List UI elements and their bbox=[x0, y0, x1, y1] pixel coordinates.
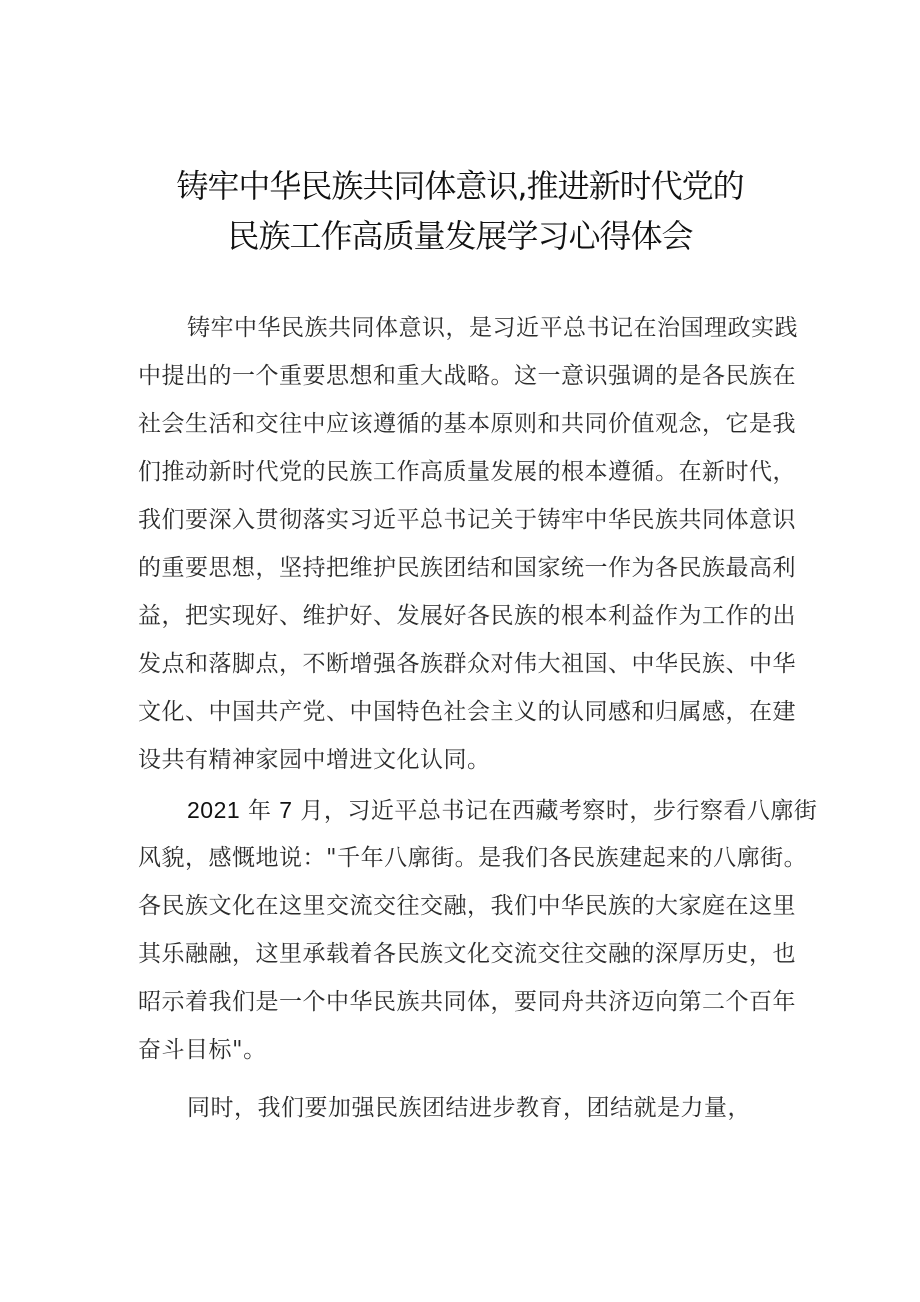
year-unit: 年 bbox=[240, 798, 280, 824]
paragraph-2-line: 其乐融融，这里承载着各民族文化交流交往交融的深厚历史，也 bbox=[138, 941, 796, 967]
paragraph-2-first-line-text: 月，习近平总书记在西藏考察时，步行察看八廓街 bbox=[292, 798, 818, 824]
paragraph-2-line: 各民族文化在这里交流交往交融，我们中华民族的大家庭在这里 bbox=[138, 893, 796, 919]
year-number: 2021 bbox=[187, 797, 241, 823]
paragraph-1-line: 我们要深入贯彻落实习近平总书记关于铸牢中华民族共同体意识 bbox=[138, 507, 796, 533]
paragraph-2-line: 奋斗目标"。 bbox=[138, 1037, 267, 1063]
paragraph-3-line: 同时，我们要加强民族团结进步教育，团结就是力量， bbox=[187, 1095, 751, 1121]
paragraph-1-line: 中提出的一个重要思想和重大战略。这一意识强调的是各民族在 bbox=[138, 363, 796, 389]
paragraph-1-line: 发点和落脚点，不断增强各族群众对伟大祖国、中华民族、中华 bbox=[138, 651, 796, 677]
paragraph-2-line: 风貌，感慨地说："千年八廓街。是我们各民族建起来的八廓街。 bbox=[138, 845, 808, 871]
paragraph-1-line: 社会生活和交往中应该遵循的基本原则和共同价值观念，它是我 bbox=[138, 411, 796, 437]
document-title-line-1: 铸牢中华民族共同体意识,推进新时代党的 bbox=[176, 167, 744, 205]
paragraph-1-line: 铸牢中华民族共同体意识，是习近平总书记在治国理政实践 bbox=[187, 315, 798, 341]
paragraph-1-line: 的重要思想，坚持把维护民族团结和国家统一作为各民族最高利 bbox=[138, 555, 796, 581]
paragraph-2-first-line bbox=[187, 795, 817, 826]
paragraph-1-line: 设共有精神家园中增进文化认同。 bbox=[138, 747, 491, 773]
paragraph-1-line: 文化、中国共产党、中国特色社会主义的认同感和归属感，在建 bbox=[138, 699, 796, 725]
paragraph-1-line: 们推动新时代党的民族工作高质量发展的根本遵循。在新时代， bbox=[138, 459, 796, 485]
month-number: 7 bbox=[279, 797, 293, 823]
document-title-line-2: 民族工作高质量发展学习心得体会 bbox=[227, 217, 693, 255]
paragraph-2-line: 昭示着我们是一个中华民族共同体，要同舟共济迈向第二个百年 bbox=[138, 989, 796, 1015]
paragraph-1-line: 益，把实现好、维护好、发展好各民族的根本利益作为工作的出 bbox=[138, 603, 796, 629]
